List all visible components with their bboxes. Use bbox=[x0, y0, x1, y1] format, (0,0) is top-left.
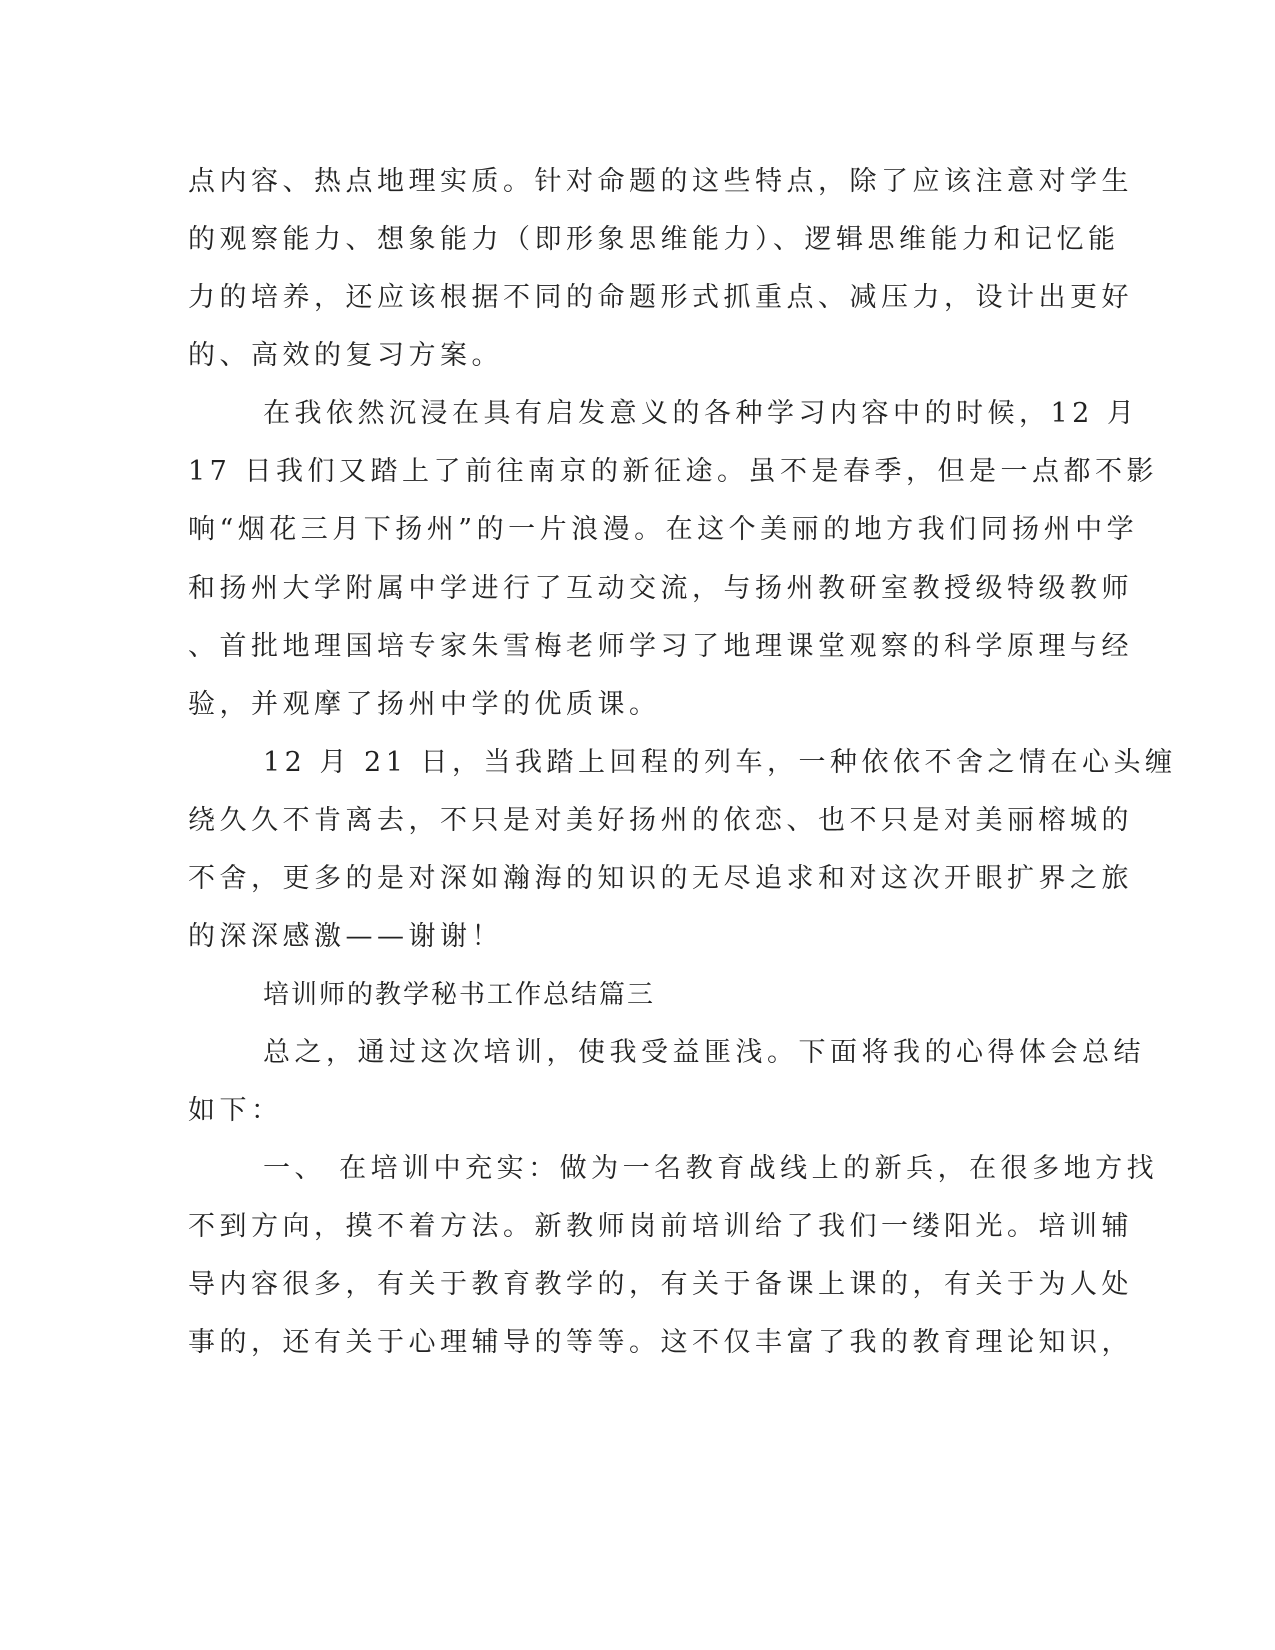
text-line: 验，并观摩了扬州中学的优质课。 bbox=[188, 689, 661, 720]
text-line: 的、高效的复习方案。 bbox=[188, 340, 503, 371]
text-line: 、首批地理国培专家朱雪梅老师学习了地理课堂观察的科学原理与经 bbox=[188, 631, 1133, 662]
text-line: 导内容很多，有关于教育教学的，有关于备课上课的，有关于为人处 bbox=[188, 1269, 1133, 1300]
text-line: 的深深感激——谢谢！ bbox=[188, 921, 503, 952]
text-line: 不舍，更多的是对深如瀚海的知识的无尽追求和对这次开眼扩界之旅 bbox=[188, 863, 1133, 894]
text-line: 绕久久不肯离去，不只是对美好扬州的依恋、也不只是对美丽榕城的 bbox=[188, 805, 1133, 836]
text-line: 和扬州大学附属中学进行了互动交流，与扬州教研室教授级特级教师 bbox=[188, 573, 1133, 604]
text-line: 如下： bbox=[188, 1095, 283, 1126]
text-line: 力的培养，还应该根据不同的命题形式抓重点、减压力，设计出更好 bbox=[188, 282, 1133, 313]
paragraph-start-line: 总之，通过这次培训，使我受益匪浅。下面将我的心得体会总结 bbox=[263, 1037, 1145, 1068]
paragraph-start-line: 12 月 21 日，当我踏上回程的列车，一种依依不舍之情在心头缠 bbox=[263, 747, 1177, 778]
text-line: 的观察能力、想象能力（即形象思维能力）、逻辑思维能力和记忆能 bbox=[188, 224, 1120, 255]
text-line: 17 日我们又踏上了前往南京的新征途。虽不是春季，但是一点都不影 bbox=[188, 456, 1158, 487]
text-line: 事的，还有关于心理辅导的等等。这不仅丰富了我的教育理论知识， bbox=[188, 1327, 1133, 1358]
paragraph-start-line: 一、 在培训中充实：做为一名教育战线上的新兵，在很多地方找 bbox=[263, 1153, 1159, 1184]
text-line: 不到方向，摸不着方法。新教师岗前培训给了我们一缕阳光。培训辅 bbox=[188, 1211, 1133, 1242]
text-line: 响“烟花三月下扬州”的一片浪漫。在这个美丽的地方我们同扬州中学 bbox=[188, 514, 1139, 545]
section-heading: 培训师的教学秘书工作总结篇三 bbox=[263, 980, 656, 1010]
text-line: 点内容、热点地理实质。针对命题的这些特点，除了应该注意对学生 bbox=[188, 166, 1133, 197]
paragraph-start-line: 在我依然沉浸在具有启发意义的各种学习内容中的时候，12 月 bbox=[263, 398, 1139, 429]
